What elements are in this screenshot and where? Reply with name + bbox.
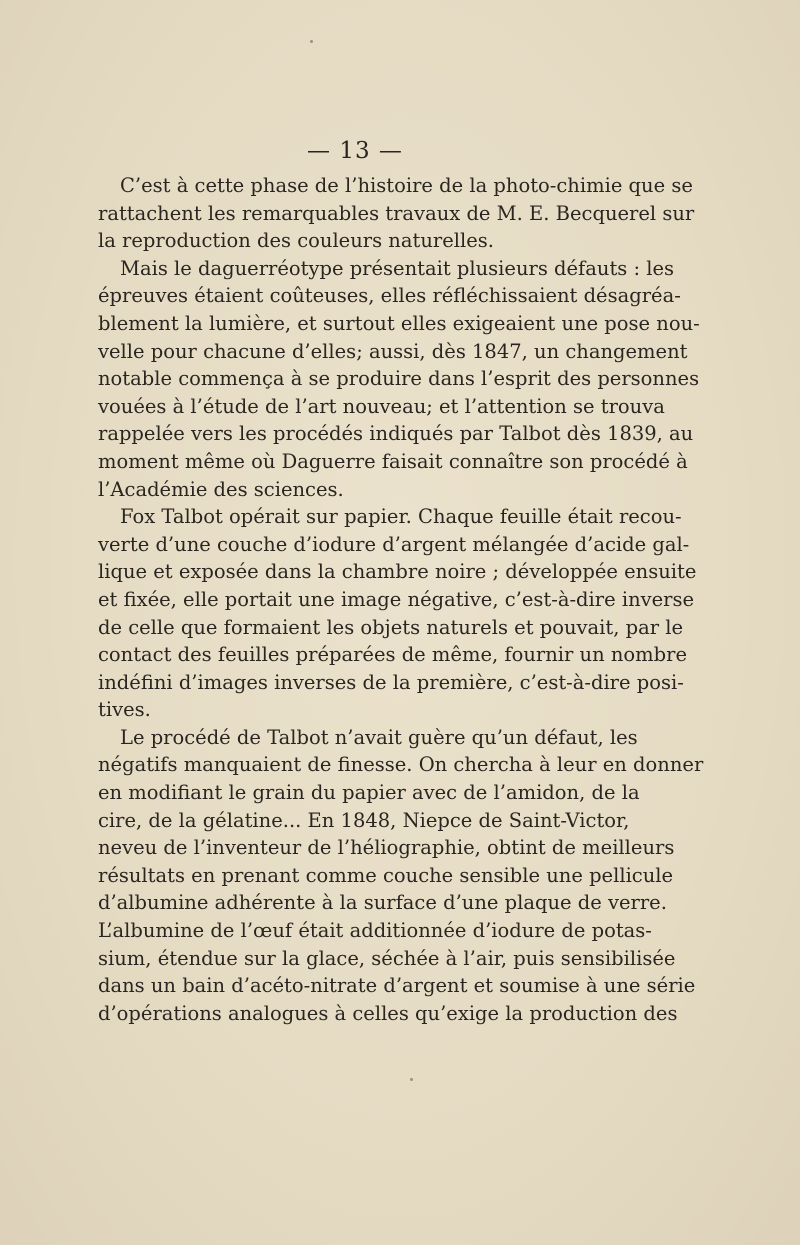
paper-speck (410, 1078, 413, 1081)
text-line: Mais le daguerréotype présentait plusieurs défauts : les (120, 256, 675, 280)
body-text (98, 172, 704, 1027)
text-line: d’albumine adhérente à la surface d’une plaque de verre. (98, 891, 667, 915)
text-line: verte d’une couche d’iodure d’argent mélangée d’acide gal- (98, 532, 690, 556)
text-line: dans un bain d’acéto-nitrate d’argent et soumise à une série (98, 974, 696, 998)
text-line: en modifiant le grain du papier avec de l’amidon, de la (98, 781, 640, 805)
text-line: résultats en prenant comme couche sensible une pellicule (98, 863, 674, 887)
text-line: Fox Talbot opérait sur papier. Chaque feuille était recou- (120, 505, 682, 529)
text-line: lique et exposée dans la chambre noire ; développée ensuite (98, 560, 697, 584)
text-line: la reproduction des couleurs naturelles. (98, 229, 494, 253)
text-line: vouées à l’étude de l’art nouveau; et l’attention se trouva (98, 394, 665, 418)
text-line: sium, étendue sur la glace, séchée à l’air, puis sensibilisée (98, 946, 676, 970)
text-line: l’Académie des sciences. (98, 477, 344, 501)
text-line: cire, de la gélatine... En 1848, Niepce de Saint-Victor, (98, 808, 630, 832)
text-line: neveu de l’inventeur de l’héliographie, obtint de meilleurs (98, 836, 675, 860)
text-line: moment même où Daguerre faisait connaître son procédé à (98, 449, 688, 473)
text-line: contact des feuilles préparées de même, fournir un nombre (98, 643, 687, 667)
text-line: de celle que formaient les objets naturels et pouvait, par le (98, 615, 684, 639)
text-line: et fixée, elle portait une image négative, c’est-à-dire inverse (98, 587, 695, 611)
text-line: blement la lumière, et surtout elles exigeaient une pose nou- (98, 311, 700, 335)
text-line: épreuves étaient coûteuses, elles réfléchissaient désagréa- (98, 284, 681, 308)
text-line: rattachent les remarquables travaux de M. E. Becquerel sur (98, 201, 695, 225)
text-line: d’opérations analogues à celles qu’exige la production des (98, 1001, 678, 1025)
text-line: rappelée vers les procédés indiqués par Talbot dès 1839, au (98, 422, 694, 446)
text-line: Le procédé de Talbot n’avait guère qu’un défaut, les (120, 725, 638, 749)
text-line: indéfini d’images inverses de la première, c’est-à-dire posi- (98, 670, 684, 694)
text-line: tives. (98, 698, 151, 722)
text-line: notable commença à se produire dans l’esprit des personnes (98, 367, 700, 391)
page-number: — 13 — (307, 138, 403, 164)
text-line: velle pour chacune d’elles; aussi, dès 1847, un changement (98, 339, 688, 363)
text-line: L’albumine de l’œuf était additionnée d’iodure de potas- (98, 919, 652, 943)
text-line: négatifs manquaient de finesse. On chercha à leur en donner (98, 753, 704, 777)
text-line: C’est à cette phase de l’histoire de la photo-chimie que se (120, 174, 693, 197)
paper-speck (310, 40, 313, 43)
